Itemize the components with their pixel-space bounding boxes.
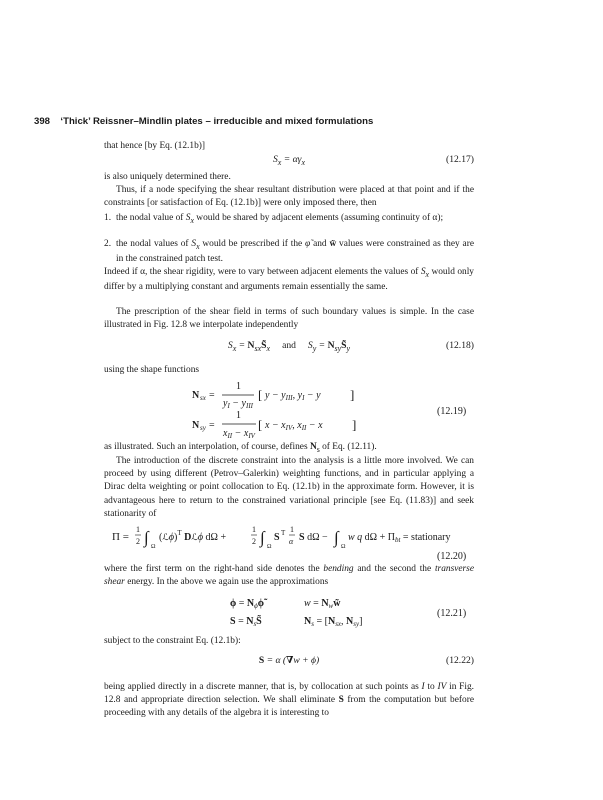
svg-text:∫: ∫ xyxy=(144,528,149,547)
svg-text:1: 1 xyxy=(236,381,241,392)
paragraph-thus: Thus, if a node specifying the shear resultant distribution were placed at that point and if the constraints [or satisfaction of Eq. (12.1b)] were only imposed there, then xyxy=(104,185,474,209)
paragraph-being: being applied directly in a discrete manner, that is, by collocation at such points as I to IV in Fig. 12.8 and appropriate direction selection. We shall eliminate S from the computation but before proceeding with any details of the algebra it is interesting to xyxy=(104,682,474,719)
svg-text:1: 1 xyxy=(290,525,294,534)
paragraph-unique: is also uniquely determined there. xyxy=(104,172,231,182)
svg-text:Π =: Π = xyxy=(112,531,129,543)
svg-text:1: 1 xyxy=(236,410,241,421)
svg-text:Ω: Ω xyxy=(267,544,272,550)
paragraph-indeed: Indeed if α, the shear rigidity, were to vary between adjacent elements the values of $S_x$ would only differ by a multiplying constant and arguments remain essentially the same. xyxy=(104,267,474,293)
svg-text:Ω: Ω xyxy=(151,544,156,550)
equation-12-22 xyxy=(104,655,474,671)
svg-text:y − yIII, yI − y: $y - y_{III}$, $y_I - y$ xyxy=(265,390,321,402)
svg-text:]: ] xyxy=(350,387,355,402)
svg-text:x − xIV, xII − x: $x - x_{IV}$, $x_{II} - x$ xyxy=(265,420,323,432)
svg-text:sx: sx xyxy=(200,394,206,402)
svg-text:α: α xyxy=(289,537,294,546)
svg-text:(ℒϕ)T Dℒϕ dΩ +: (ℒϕ)$^T$ Dℒϕ dΩ + xyxy=(159,529,227,543)
svg-text:S = NsS̃: $S = N_sS̃$ xyxy=(230,616,262,628)
list-item-text: the nodal values of $S_x$ would be prescribed if the φ̃ and w̃ values were constrained as they are in the constrained patch test. xyxy=(116,239,474,265)
svg-text:sy: sy xyxy=(200,424,206,432)
list-item-number: 1. xyxy=(104,213,112,223)
equation-number: (12.20) xyxy=(437,551,467,562)
equation-12-18-body: $S_x$ = $N_{sx}S̃_x$ and $S_y$ = $N_{sy}S̃_y$ xyxy=(227,340,351,353)
paragraph-where: where the first term on the right-hand side denotes the bending and the second the transverse shear energy. In the above we again use the approximations xyxy=(104,564,474,588)
equation-number: (12.18) xyxy=(446,340,474,351)
equation-number: (12.19) xyxy=(437,406,467,417)
svg-text:xII − xIV: $x_{II} - x_{IV}$ xyxy=(223,428,255,440)
svg-text:S dΩ −: S dΩ − xyxy=(299,532,328,543)
svg-text:S: S xyxy=(274,532,280,543)
svg-text:[: [ xyxy=(258,387,263,402)
svg-text:∫: ∫ xyxy=(260,528,265,547)
svg-text:yI − yIII: $y_I - y_{III}$ xyxy=(223,398,253,410)
equation-number: (12.17) xyxy=(446,154,474,165)
paragraph-prescription: The prescription of the shear field in terms of such boundary values is simple. In the case illustrated in Fig. 12.8 we interpolate independently xyxy=(104,307,474,331)
svg-text:Ns = [Nsx, Nsy]: $N_s = [N_{sx}$, $N_{sy}$] xyxy=(304,616,363,628)
svg-text:T: T xyxy=(281,529,286,537)
svg-text:Ω: Ω xyxy=(341,544,346,550)
svg-text:2: 2 xyxy=(136,537,140,546)
svg-text:1: 1 xyxy=(136,525,140,534)
running-header xyxy=(34,116,574,127)
list-item-number: 2. xyxy=(104,239,112,249)
paragraph-introduction: The introduction of the discrete constraint into the analysis is a little more involved. We can proceed by using different (Petrov–Galerkin) weighting functions, and in particular applying a Dirac delta weighting or point collocation to Eq. (12.1b) in the approximate form. However, it is advantageous here to return to the constrained variational principle [see Eq. (11.83)] and seek stationarity of xyxy=(104,456,474,519)
svg-text:w q dΩ + Πbt = stationary: w q $d\Omega + \Pi_{bt}$ = stationary xyxy=(348,532,451,544)
svg-text:=: = xyxy=(209,420,215,431)
equation-12-18 xyxy=(104,340,474,356)
running-title: ‘Thick’ Reissner–Mindlin plates – irreducible and mixed formulations xyxy=(60,116,374,127)
equation-12-20 xyxy=(104,520,474,562)
equation-12-22-body: S = α (∇w + ϕ) xyxy=(258,655,320,666)
svg-text:∫: ∫ xyxy=(334,528,339,547)
paragraph-as-illustrated: as illustrated. Such an interpolation, of course, defines $N_s$ of Eq. (12.11). xyxy=(104,442,377,454)
svg-text:=: = xyxy=(209,390,215,401)
svg-text:[: [ xyxy=(258,417,263,432)
equation-12-17 xyxy=(104,154,474,170)
svg-text:1: 1 xyxy=(252,525,256,534)
list-item xyxy=(104,212,474,227)
svg-text:w = Nww̃: $w = N_ww̃$ xyxy=(304,598,341,610)
svg-text:N: N xyxy=(192,390,200,401)
paragraph-intro: that hence [by Eq. (12.1b)] xyxy=(104,141,206,151)
list-item xyxy=(104,238,474,266)
equation-number: (12.22) xyxy=(446,655,474,666)
equation-number: (12.21) xyxy=(437,608,467,619)
paragraph-subject: subject to the constraint Eq. (12.1b): xyxy=(104,636,241,646)
equation-12-17-body: $S_x = \alpha\gamma_x$ xyxy=(272,154,305,167)
equation-12-19 xyxy=(104,380,474,442)
svg-text:N: N xyxy=(192,420,200,431)
svg-text:2: 2 xyxy=(252,537,256,546)
equation-12-21 xyxy=(104,592,474,632)
svg-text:ϕ = Nϕϕ̃: $\phi = N_\phi\phĩ$ xyxy=(230,598,264,610)
page-number: 398 xyxy=(34,116,51,127)
svg-text:]: ] xyxy=(352,417,357,432)
paragraph-using: using the shape functions xyxy=(104,365,200,375)
list-item-text: the nodal value of $S_x$ would be shared by adjacent elements (assuming continuity of α); xyxy=(116,213,444,225)
